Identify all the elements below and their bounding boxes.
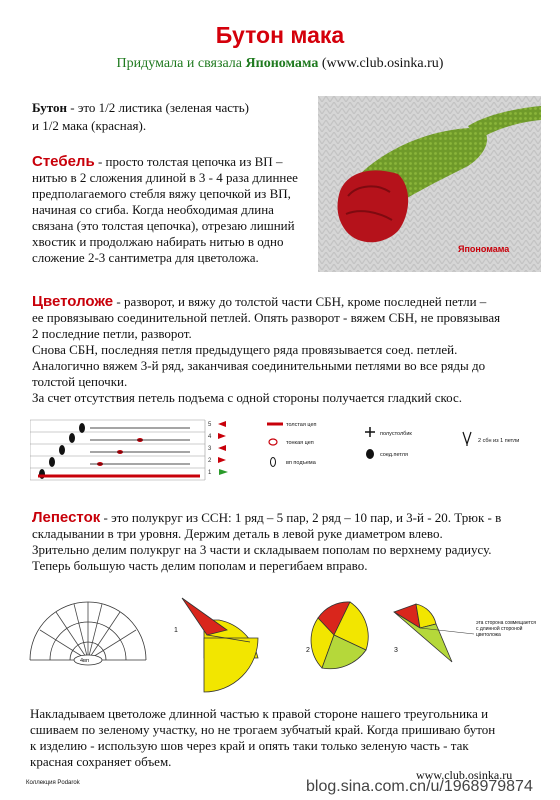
legend-two-sc: 2 сбн из 1 петли xyxy=(478,438,520,444)
subtitle-url: (www.club.osinka.ru) xyxy=(318,56,444,71)
page-subtitle xyxy=(0,56,560,72)
step3-red xyxy=(394,604,420,628)
chart-center-label: 4вп xyxy=(80,658,89,664)
petal-term: Лепесток xyxy=(32,509,101,526)
step1-number: 1 xyxy=(174,627,178,634)
intro-term: Бутон xyxy=(32,100,67,115)
receptacle-paragraph: Цветоложе - разворот, и вяжу до толстой части СБН, кроме последней петли – ее провязываю соединительной петлей. Опять разворот - вяжем СБН, не провязывая 2 последние петли, разворот. Снова СБН, последняя петля предыдущего ряда провязывается соед. петлей. Аналогично вяжем 3-й ряд, заканчивая соединительными петлями во все ряды до толстой цепочки. За счет отсутствия петель подъема с одной стороны получается гладкий скос. xyxy=(32,293,501,405)
petal-folding-diagram xyxy=(22,590,542,695)
subtitle-author: Япономама xyxy=(245,56,319,71)
subtitle-prefix: Придумала и связала xyxy=(116,56,246,71)
page-title: Бутон мака xyxy=(215,22,345,48)
step2-number: 2 xyxy=(306,647,310,654)
petal-paragraph: Лепесток - это полукруг из ССН: 1 ряд – 5 пар, 2 ряд – 10 пар, и 3-й - 20. Трюк - в складывании в три уровня. Держим деталь в левой руке диаметром влево. Зрительно делим полукруг на 3 части и складываем пополам по верхнему радиусу. Теперь большую часть делим пополам и перегибаем вправо. xyxy=(32,509,502,573)
intro-line-1: Бутон - это 1/2 листика (зеленая часть) xyxy=(32,100,249,115)
legend-half-column: полустолбик xyxy=(380,431,412,437)
svg-text:5: 5 xyxy=(208,422,212,428)
photo-watermark: Япономама xyxy=(458,244,510,254)
svg-text:1: 1 xyxy=(208,470,212,476)
half-circle-chart xyxy=(30,602,146,660)
step3-number: 3 xyxy=(394,647,398,654)
footer-blog-watermark: blog.sina.com.cn/u/1968979874 xyxy=(306,778,533,795)
legend-thick-chain: толстая цеп xyxy=(286,422,317,428)
legend-lift-loop: вп подъема xyxy=(286,460,316,466)
footer-collection: Коллекция Podarok xyxy=(26,780,80,786)
receptacle-chart xyxy=(30,412,550,492)
legend-thin-chain: тонкая цеп xyxy=(286,440,314,446)
step1-red xyxy=(182,598,227,635)
svg-text:3: 3 xyxy=(208,446,212,452)
bud-photo xyxy=(318,96,541,272)
intro-line-2: и 1/2 мака (красная). xyxy=(32,118,147,133)
footer-url: www.club.osinka.ru xyxy=(416,768,513,782)
final-paragraph: Накладываем цветоложе длинной частью к правой стороне нашего треугольника и сшиваем по зеленому участку, но не трогаем зубчатый край. Когда пришиваю бутон к изделию - использую шов через край и опять таки только зеленую часть - так красная сохраняет объем. xyxy=(30,706,496,769)
svg-text:2: 2 xyxy=(208,458,212,464)
stem-term: Стебель xyxy=(32,153,95,170)
receptacle-term: Цветоложе xyxy=(32,293,114,310)
svg-text:4: 4 xyxy=(208,434,212,440)
legend-slip-stitch: соед.петля xyxy=(380,452,408,458)
diagram-note: эта сторона совмещается с длинной стороной цветоложа xyxy=(476,620,536,638)
stem-paragraph: Стебель - просто толстая цепочка из ВП – нитью в 2 сложения длиной в 3 - 4 раза длиннее предполагаемого стебля вяжу цепочкой из ВП, начиная со сгиба. Когда необходимая длина связана (это толстая цепочка), отрезаю лишний хвостик и продолжаю набирать нитью в одно сложение 2-3 сантиметра для цветоложа. xyxy=(32,153,298,265)
crochet-bud-image xyxy=(318,96,541,272)
